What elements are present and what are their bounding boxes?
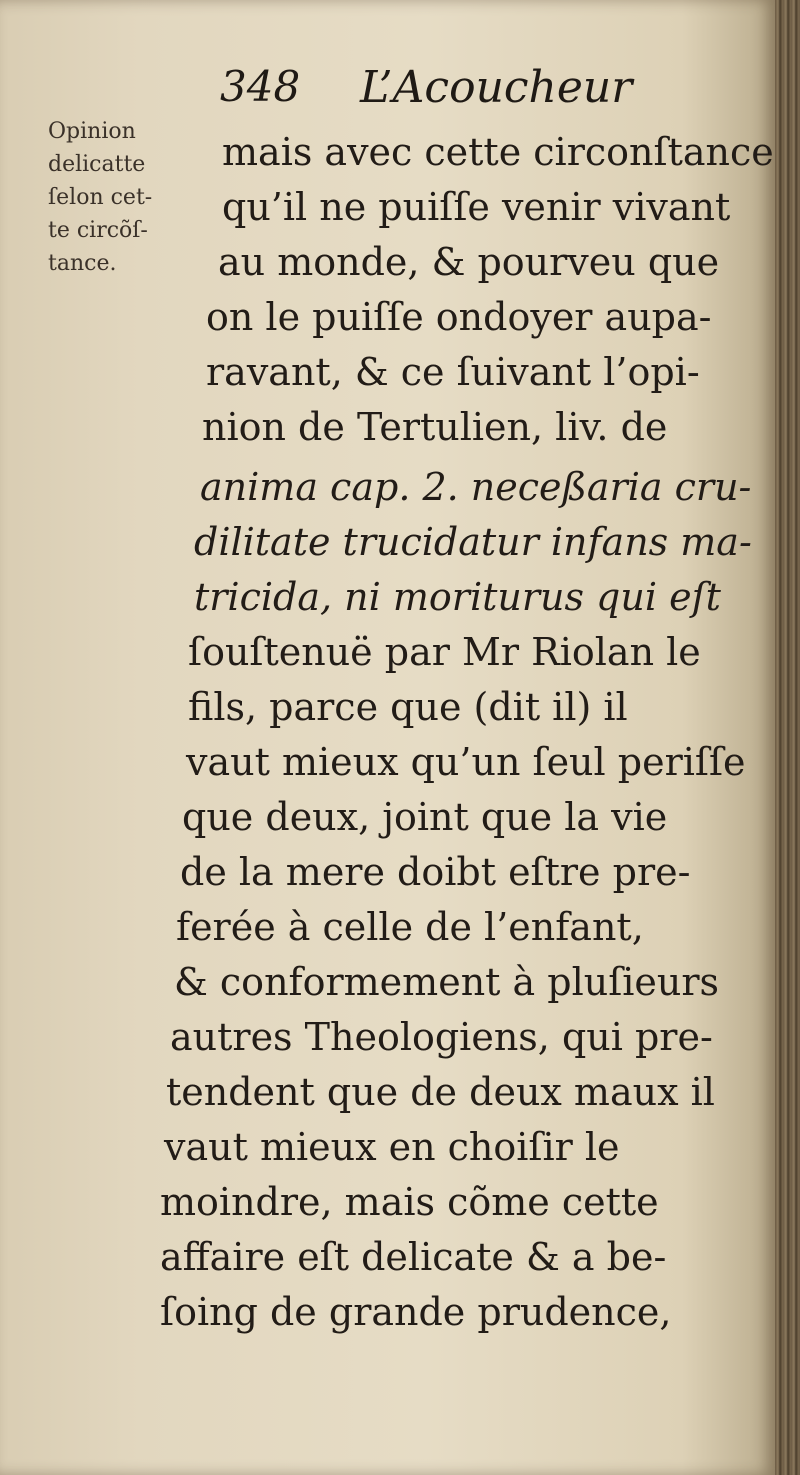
body-line: tendent que de deux maux il — [166, 1070, 715, 1114]
body-line: que deux, joint que la vie — [182, 795, 668, 839]
body-line: affaire eſt delicate & a be- — [160, 1235, 667, 1279]
running-head: L’Acoucheur — [360, 62, 633, 113]
body-line: vaut mieux en choiſir le — [164, 1125, 620, 1169]
body-line: au monde, & pourveu que — [218, 240, 720, 284]
body-line: de la mere doibt eſtre pre- — [180, 850, 691, 894]
margin-note-line: tance. — [48, 251, 117, 276]
body-line: ſouſtenuë par Mr Riolan le — [188, 630, 701, 674]
body-line: fils, parce que (dit il) il — [188, 685, 628, 729]
body-line: vaut mieux qu’un ſeul periſſe — [186, 740, 746, 784]
body-line: autres Theologiens, qui pre- — [170, 1015, 713, 1059]
body-line: qu’il ne puiſſe venir vivant — [222, 185, 731, 229]
body-line: mais avec cette circonſtance — [222, 130, 774, 174]
body-line: anima cap. 2. neceßaria cru- — [200, 465, 752, 509]
margin-note-line: te circõſ- — [48, 218, 148, 243]
body-line: tricida, ni moriturus qui eſt — [194, 575, 721, 619]
body-line: & conformement à pluſieurs — [174, 960, 720, 1004]
page-header — [220, 62, 700, 122]
margin-note — [48, 115, 218, 280]
body-line: on le puiſſe ondoyer aupa- — [206, 295, 712, 339]
page-edge — [775, 0, 800, 1475]
body-line: ferée à celle de l’enfant, — [176, 905, 644, 949]
body-line: ravant, & ce ſuivant l’opi- — [206, 350, 700, 394]
page-number: 348 — [220, 62, 301, 111]
margin-note-line: ſelon cet- — [48, 185, 153, 210]
margin-note-line: Opinion — [48, 119, 136, 144]
body-line: moindre, mais cõme cette — [160, 1180, 659, 1224]
body-line: dilitate trucidatur infans ma- — [194, 520, 752, 564]
body-line: nion de Tertulien, liv. de — [202, 405, 668, 449]
margin-note-line: delicatte — [48, 152, 146, 177]
body-line: ſoing de grande prudence, — [160, 1290, 672, 1334]
